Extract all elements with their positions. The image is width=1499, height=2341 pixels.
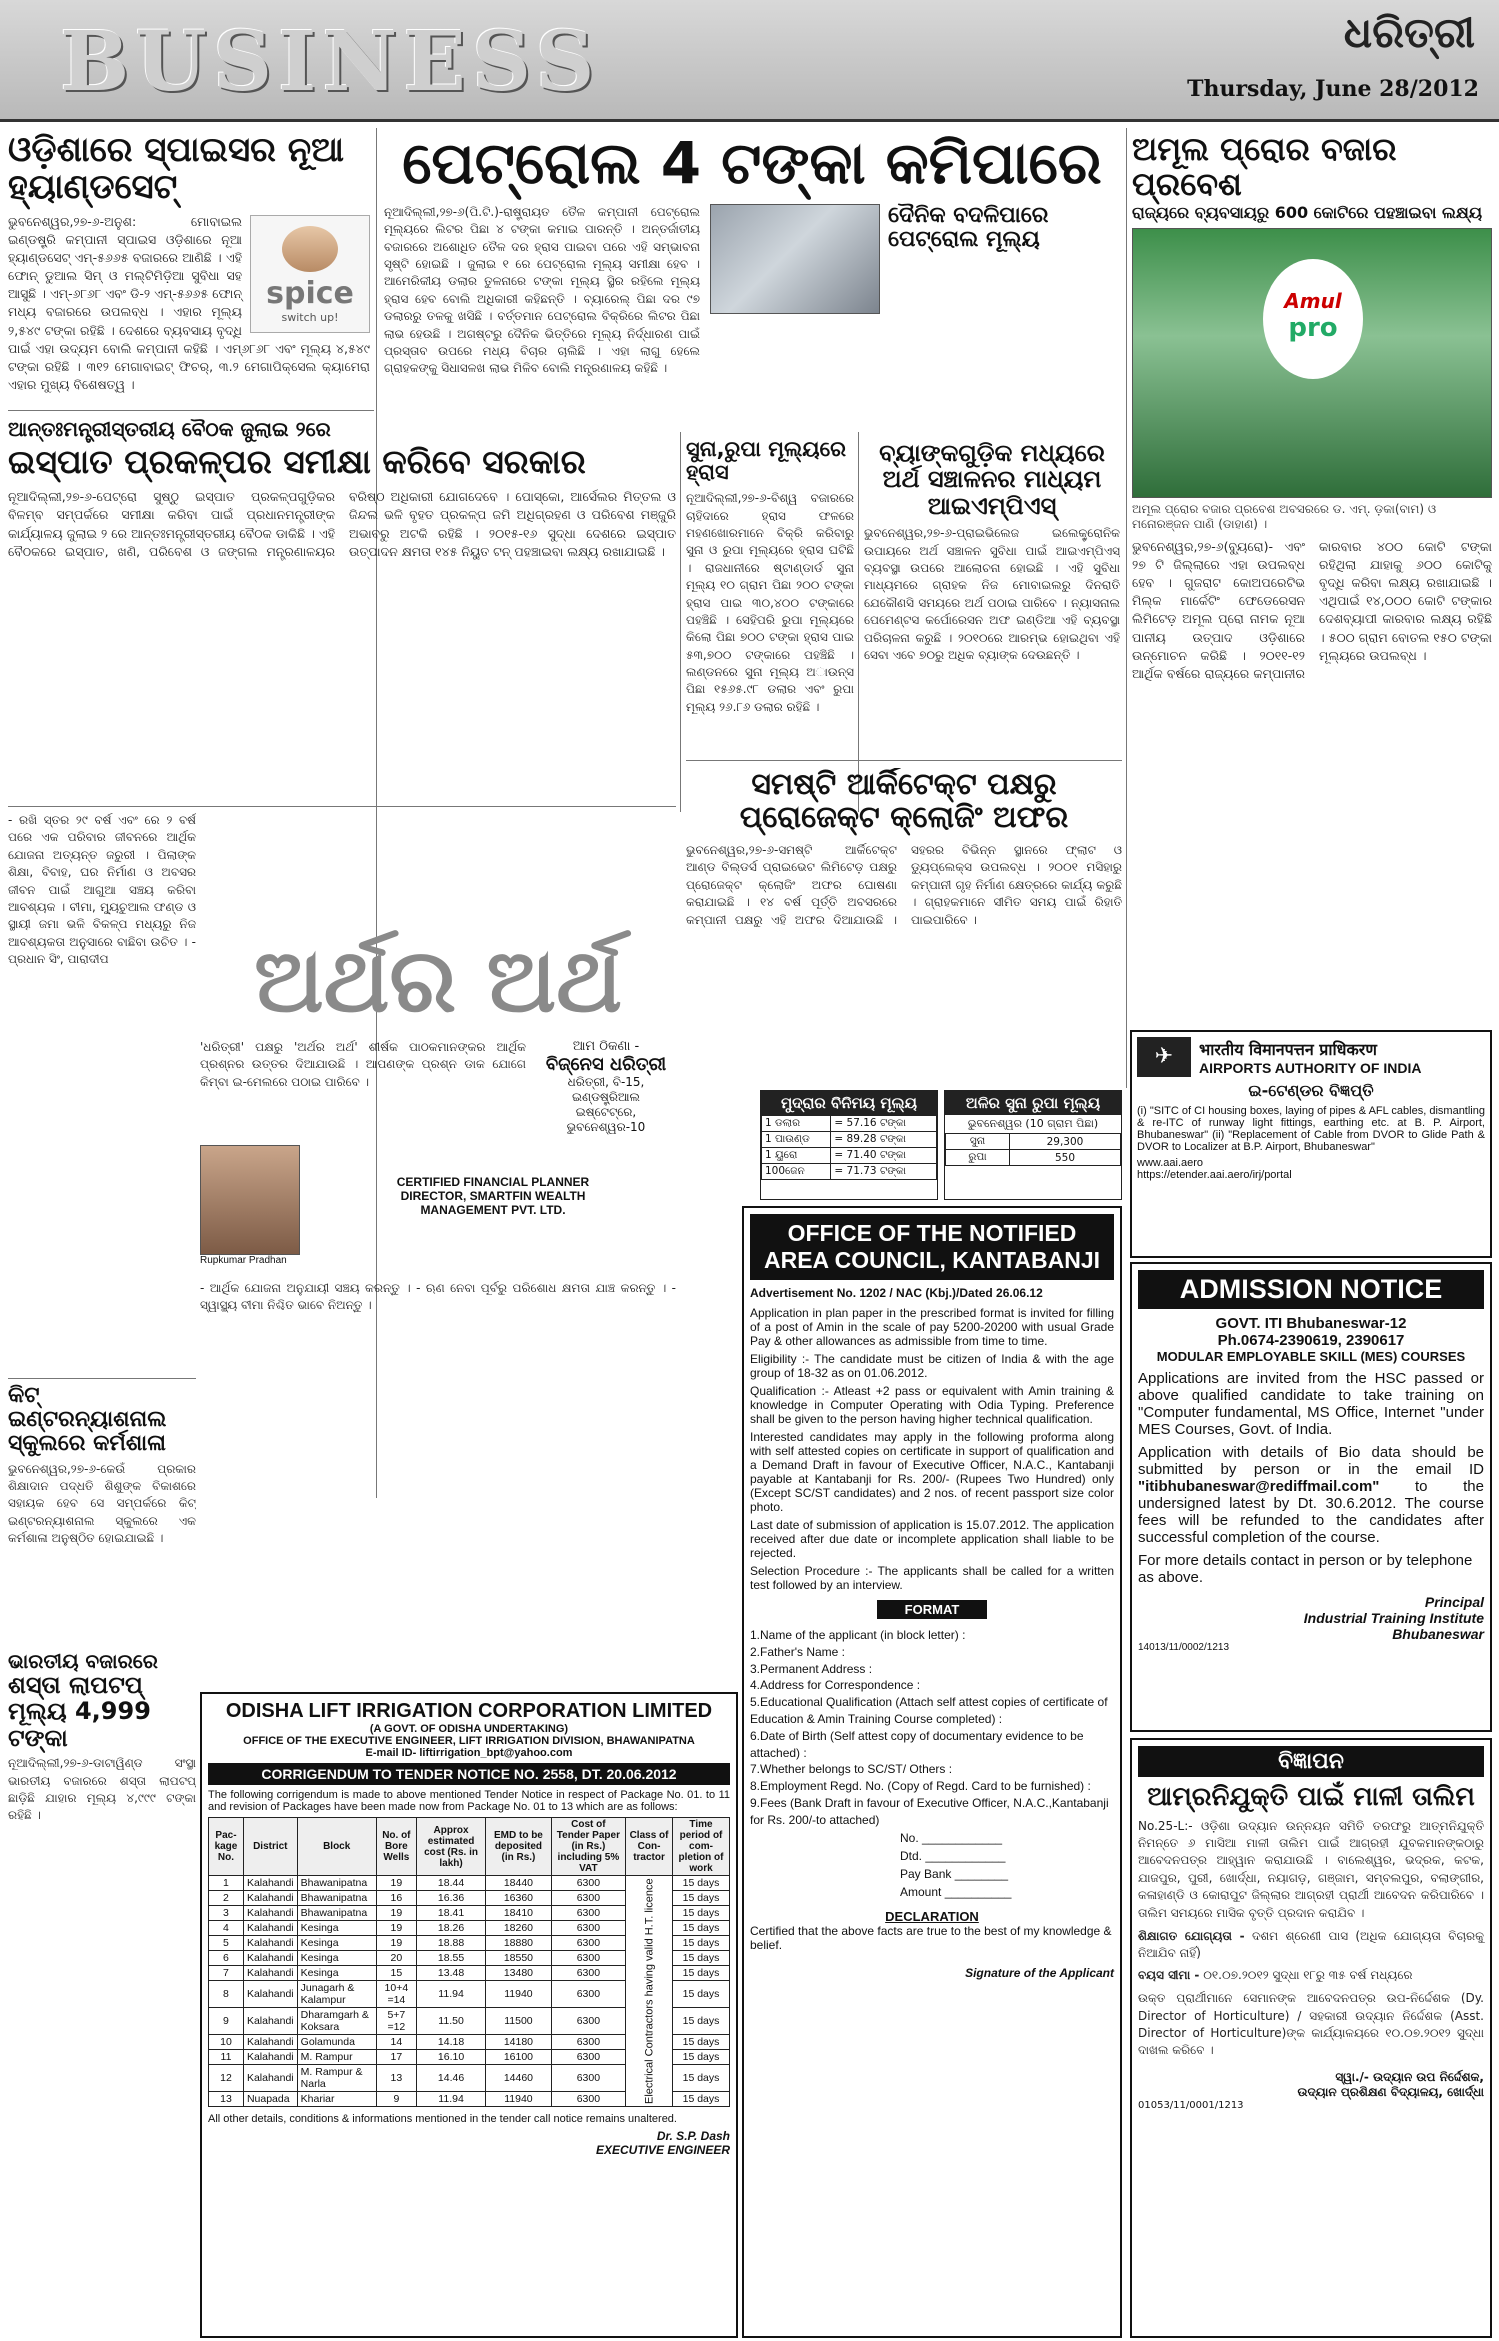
col-district: District [243,1818,297,1876]
tender-cell: Kalahandi [243,2050,297,2065]
irrigation-tender-ad [200,1692,738,2338]
tender-cell: 6300 [551,1876,625,1891]
exchange-title: ମୁଦ୍ରାର ବିନିମୟ ମୂଲ୍ୟ [761,1091,937,1115]
irrigation-designation: EXECUTIVE ENGINEER [595,2143,730,2157]
architect-body: ଭୁବନେଶ୍ୱର,୨୭-୬-ସମଷ୍ଟି ଆର୍କିଟେକ୍ଟ ଆଣ୍ଡ ବିଲ୍ଡର୍ସ ପ୍ରାଇଭେଟ ଲିମିଟେଡ଼ ପକ୍ଷରୁ ପ୍ରୋଜେକ୍ଟ କ୍ଲୋଜିଂ ଅଫର ଘୋଷଣା କରାଯାଇଛି । ୧୪ ବର୍ଷ ପୂର୍ତ୍ତି ଅବସରରେ କମ୍ପାନୀ ପକ୍ଷରୁ ଏହି ଅଫର ଦିଆଯାଉଛି । ସହରର ବିଭିନ୍ନ ସ୍ଥାନରେ ଫ୍ଲାଟ ଓ ଡ୍ୟୁପ୍ଲେକ୍ସ ଉପଲବ୍ଧ । ୨୦୦୧ ମସିହାରୁ କମ୍ପାନୀ ଗୃହ ନିର୍ମାଣ କ୍ଷେତ୍ରରେ କାର୍ଯ୍ୟ କରୁଛି । ଗ୍ରାହକମାନେ ସୀମିତ ସମୟ ପାଇଁ ରିହାତି ପାଇପାରିବେ । [686,843,1122,927]
laptop-headline-1: ଭାରତୀୟ ବଜାରରେ [8,1650,158,1673]
tender-cell: 10+4 =14 [376,1981,416,2008]
tender-cell: Bhawanipatna [297,1876,376,1891]
exchange-value: = 89.28 ଟଙ୍କା [831,1132,937,1148]
irrigation-email: E-mail ID- liftirrigation_bpt@yahoo.com [365,1747,573,1759]
dd-bank: Pay Bank ________ [900,1866,1009,1881]
amul-body: ଭୁବନେଶ୍ୱର,୨୭-୬(ବ୍ୟୁରୋ)- ଏବଂ ୨୭ ଟି ଜିଲ୍ଲାରେ ଏହା ଉପଲବ୍ଧ ହେବ । ଗୁଜରାଟ କୋଅପରେଟିଭ ମିଲ୍କ ମାର୍କେଟିଂ ଫେଡେରେସନ ଲିମିଟେଡ଼ ଅମୂଲ ପ୍ରୋ ନାମକ ନୂଆ ପାନୀୟ ଉତ୍ପାଦ ଓଡ଼ିଶାରେ ଉନ୍ମୋଚନ କରିଛି । ୨୦୧୧-୧୨ ଆର୍ଥିକ ବର୍ଷରେ ରାଜ୍ୟରେ କମ୍ପାନୀର କାରବାର ୪୦୦ କୋଟି ଟଙ୍କା ରହିଥିଲା ଯାହାକୁ ୬୦୦ କୋଟିକୁ ବୃଦ୍ଧି କରିବା ଲକ୍ଷ୍ୟ ରଖାଯାଇଛି । ଏଥିପାଇଁ ୧୪,୦୦୦ କୋଟି ଟଙ୍କାର ଦେଶବ୍ୟାପୀ କାରବାର ଲକ୍ଷ୍ୟ ରହିଛି । ୫୦୦ ଗ୍ରାମ ବୋତଲ ୧୫୦ ଟଙ୍କା ମୂଲ୍ୟରେ ଉପଲବ୍ଧ । [1132,538,1492,681]
exchange-rate-box [760,1090,938,1200]
model-photo [282,226,338,272]
expert-title-2: DIRECTOR, SMARTFIN WEALTH [400,1188,586,1203]
amul-caption: ଅମୂଲ ପ୍ରୋର ବଜାର ପ୍ରବେଶ ଅବସରରେ ଡ. ଏମ୍. ଡ଼କା(ବାମ) ଓ ମନୋରଞ୍ଜନ ପାଣି (ଡାହାଣ) । [1132,501,1437,531]
bullion-title: ଅଳିର ସୁନା ରୁପା ମୂଲ୍ୟ [945,1091,1121,1115]
aai-logo-icon: ✈ [1137,1037,1191,1077]
tender-cell: Kesinga [297,1921,376,1936]
tender-row [209,1876,730,1891]
gold-headline: ସୁନା,ରୁପା ମୂଲ୍ୟରେ ହ୍ରାସ [686,438,847,485]
tender-cell: 15 days [673,2008,730,2035]
tender-cell: 18410 [486,1906,552,1921]
tender-cell: 5 [209,1936,244,1951]
bullion-label: ରୁପା [946,1150,1010,1166]
tender-cell: Kalahandi [243,1936,297,1951]
tender-cell: Kesinga [297,1951,376,1966]
aai-subhead: ଇ-ଟେଣ୍ଡର ବିଜ୍ଞପ୍ତି [1248,1081,1374,1100]
vigyapan-sign-1: ସ୍ୱା./- ଉଦ୍ୟାନ ଉପ ନିର୍ଦ୍ଦେଶକ, [1335,2069,1484,2084]
exchange-label: 1 ପାଉଣ୍ଡ [762,1132,831,1148]
admission-sign-3: Bhubaneswar [1392,1626,1484,1642]
kit-article [8,1384,196,1644]
admission-phone: Ph.0674-2390619, 2390617 [1217,1332,1405,1349]
admission-p2b: to the undersigned latest by Dt. 30.6.2012. The course fees will be refunded to the candidates after successful completion of the course. [1138,1478,1484,1546]
vigyapan-label: ବିଜ୍ଞାପନ [1138,1746,1484,1777]
steel-headline-2: ଇସ୍ପାତ ପ୍ରକଳ୍ପର ସମୀକ୍ଷା କରିବେ ସରକାର [8,442,586,481]
tender-cell: 14.46 [416,2065,485,2092]
tender-cell: 6300 [551,2035,625,2050]
tender-cell: Kalahandi [243,1891,297,1906]
tender-cell: 18.26 [416,1921,485,1936]
tender-cell: 2 [209,1891,244,1906]
tender-cell: 15 days [673,2050,730,2065]
notified-p2: Eligibility :- The candidate must be citizen of India & with the age group of 18-32 as on 01.06.2012. [750,1352,1114,1380]
tender-cell: 18550 [486,1951,552,1966]
bullion-value: 29,300 [1009,1134,1120,1150]
admission-sign-2: Industrial Training Institute [1303,1610,1484,1626]
tender-cell: 18.44 [416,1876,485,1891]
exchange-row [762,1132,937,1148]
gold-body: ନୂଆଦିଲ୍ଲୀ,୨୭-୬-ବିଶ୍ୱ ବଜାରରେ ଚାହିଦାରେ ହ୍ରାସ ଫଳରେ ମହଣଖୋରମାନେ ବିକ୍ରି କରିବାରୁ ସୁନା ଓ ରୁପା ମୂଲ୍ୟରେ ହ୍ରାସ ଘଟିଛି । ରାଜଧାନୀରେ ଷ୍ଟାଣ୍ଡାର୍ଡ ସୁନା ମୂଲ୍ୟ ୧୦ ଗ୍ରାମ ପିଛା ୨୦୦ ଟଙ୍କା ହ୍ରାସ ପାଇ ୩୦,୪୦୦ ଟଙ୍କାରେ ପହଞ୍ଚିଛି । ସେହିପରି ରୁପା ମୂଲ୍ୟରେ କିଲୋ ପିଛା ୭୦୦ ଟଙ୍କା ହ୍ରାସ ପାଇ ୫୩,୭୦୦ ଟଙ୍କାରେ ପହଞ୍ଚିଛି । ଲଣ୍ଡନରେ ସୁନା ମୂଲ୍ୟ ଅାଉନ୍ସ ପିଛା ୧୫୬୫.୯୮ ଡଲାର ଏବଂ ରୁପା ମୂଲ୍ୟ ୨୬.୮୬ ଡଲାର ରହିଛି । [686,491,854,714]
exchange-row [762,1116,937,1132]
gardener-training-ad [1130,1738,1492,2338]
tender-table [208,1817,730,2107]
exchange-label: 1 ୟୁରୋ [762,1148,831,1164]
irrigation-footer: All other details, conditions & informations mentioned in the tender call notice remains unaltered. [208,2113,677,2125]
tender-cell: 16.36 [416,1891,485,1906]
dd-no: No. ____________ [900,1830,1003,1845]
tender-cell: 11.50 [416,2008,485,2035]
admission-email[interactable]: "itibhubaneswar@rediffmail.com" [1138,1478,1380,1495]
artha-body-top: - ରଖି ସ୍ତର ୨୯ ବର୍ଷ ଏବଂ ରେ ୨ ବର୍ଷ ପରେ ଏକ ପରିବାର ଜୀବନରେ ଆର୍ଥିକ ଯୋଜନା ଅତ୍ୟନ୍ତ ଜରୁରୀ । ପିଲାଙ୍କ ଶିକ୍ଷା, ବିବାହ, ଘର ନିର୍ମାଣ ଓ ଅବସର ଜୀବନ ପାଇଁ ଆଗୁଆ ସଞ୍ଚୟ କରିବା ଆବଶ୍ୟକ । ବୀମା, ମ୍ୟୁଚୁଆଲ ଫଣ୍ଡ ଓ ସ୍ଥାୟୀ ଜମା ଭଳି ବିକଳ୍ପ ମଧ୍ୟରୁ ନିଜ ଆବଶ୍ୟକତା ଅନୁସାରେ ବାଛିବା ଉଚିତ । - ପ୍ରଧାନ ସିଂ, ପାରାଦୀପ [8,813,196,967]
format-label: FORMAT [877,1600,987,1619]
tender-cell: 18440 [486,1876,552,1891]
tender-cell: 9 [209,2008,244,2035]
tender-cell: Dharamgarh & Koksara [297,2008,376,2035]
tender-cell: 14180 [486,2035,552,2050]
petrol-headline: ପେଟ୍ରୋଲ 4 ଟଙ୍କା କମିପାରେ [402,132,1102,197]
tender-cell: 15 days [673,2035,730,2050]
expert-photo [200,1145,300,1255]
tender-cell: 15 days [673,1891,730,1906]
tender-cell: 6300 [551,2065,625,2092]
vigyapan-headline: ଆମ୍ରନିଯୁକ୍ତି ପାଇଁ ମାଳୀ ତାଲିମ [1147,1782,1475,1812]
paper-logo: ଧରିତ୍ରୀ [1343,8,1475,57]
spice-headline: ଓଡ଼ିଶାରେ ସ୍ପାଇସର ନୂଆ ହ୍ୟାଣ୍ଡସେଟ୍ [8,132,345,208]
tender-cell: 6300 [551,2092,625,2107]
aai-portal: https://etender.aai.aero/irj/portal [1137,1169,1292,1181]
admission-code: 14013/11/0002/1213 [1138,1642,1230,1653]
tender-cell: 11.94 [416,2092,485,2107]
exchange-value: = 71.40 ଟଙ୍କା [831,1148,937,1164]
vigyapan-body-2: ଉକ୍ତ ପ୍ରାର୍ଥୀମାନେ ସେମାନଙ୍କ ଆବେଦନପତ୍ର ଉପ-ନିର୍ଦ୍ଦେଶକ (Dy. Director of Horticulture) / ସହକାରୀ ଉଦ୍ୟାନ ନିର୍ଦ୍ଦେଶକ (Asst. Director of Horticulture)ଙ୍କ କାର୍ଯ୍ୟାଳୟରେ ୧୦.୦୭.୨୦୧୨ ସୁଦ୍ଧା ଦାଖଲ କରିବେ । [1138,1991,1484,2058]
tender-cell: 20 [376,1951,416,1966]
address-label: ଆମ ଠିକଣା - [572,1038,640,1054]
tender-cell: 14.18 [416,2035,485,2050]
notified-p6: Selection Procedure :- The applicants shall be called for a written test followed by an interview. [750,1564,1114,1592]
tender-cell: Kesinga [297,1966,376,1981]
col-package: Pac-kage No. [209,1818,244,1876]
irrigation-signatory: Dr. S.P. Dash [656,2129,730,2143]
bullion-value: 550 [1009,1150,1120,1166]
qual-text: ଦଶମ ଶ୍ରେଣୀ ପାସ (ଅଧିକ ଯୋଗ୍ୟତା ବିଚାରକୁ ନିଆଯିବ ନାହିଁ) [1138,1928,1484,1961]
irrigation-sub-1: (A GOVT. OF ODISHA UNDERTAKING) [369,1723,569,1735]
format-item: 2.Father's Name : [750,1644,845,1659]
tender-cell: 6300 [551,2050,625,2065]
admission-institute: GOVT. ITI Bhubaneswar-12 [1215,1315,1407,1332]
kit-body: ଭୁବନେଶ୍ୱର,୨୭-୬-କେଉଁ ପ୍ରକାର ଶିକ୍ଷାଦାନ ପଦ୍ଧତି ଶିଶୁଙ୍କ ବିକାଶରେ ସହାୟକ ହେବ ସେ ସମ୍ପର୍କରେ କିଟ୍ ଇଣ୍ଟରନ୍ୟାଶନାଲ ସ୍କୁଲରେ ଏକ କର୍ମଶାଳା ଅନୁଷ୍ଠିତ ହୋଇଯାଇଛି । [8,1461,196,1546]
bank-article [864,440,1120,740]
bank-headline: ବ୍ୟାଙ୍କଗୁଡ଼ିକ ମଧ୍ୟରେ ଅର୍ଥ ସଞ୍ଚାଳନର ମାଧ୍ୟମ ଆଇଏମ୍‌ପିଏସ୍ [879,440,1105,520]
tender-cell: M. Rampur & Narla [297,2065,376,2092]
tender-cell: Khariar [297,2092,376,2107]
format-item: 7.Whether belongs to SC/ST/ Others : [750,1762,953,1777]
tender-cell: Bhawanipatna [297,1891,376,1906]
col-class: Class of Con-tractor [626,1818,673,1876]
tender-cell: 3 [209,1906,244,1921]
tender-cell: 18260 [486,1921,552,1936]
age-text: ୦୧.୦୭.୨୦୧୨ ସୁଦ୍ଧା ୧୮ରୁ ୩୫ ବର୍ଷ ମଧ୍ୟରେ [1203,1967,1413,1982]
tender-cell: 1 [209,1876,244,1891]
tender-cell: 16 [376,1891,416,1906]
tender-cell: 6300 [551,1921,625,1936]
admission-sign-1: Principal [1424,1594,1484,1610]
col-emd: EMD to be deposited (in Rs.) [486,1818,552,1876]
tender-cell: 13 [376,2065,416,2092]
vigyapan-sign-2: ଉଦ୍ୟାନ ପ୍ରଶିକ୍ଷଣ ବିଦ୍ୟାଳୟ, ଖୋର୍ଦ୍ଧା [1297,2084,1484,2099]
tender-cell: 15 days [673,1981,730,2008]
petrol-body-1: ନୂଆଦିଲ୍ଲୀ,୨୭-୬(ପି.ଟି.)-ରାଷ୍ଟ୍ରାୟତ ତୈଳ କମ୍ପାନୀ ପେଟ୍ରୋଲ ମୂଲ୍ୟରେ ଲିଟର ପିଛା ୪ ଟଙ୍କା କମାଇ ପାରନ୍ତି । ଅନ୍ତର୍ଜାତୀୟ ବଜାରରେ ଅଶୋଧିତ ତୈଳ ଦର ହ୍ରାସ ପାଇବା ପରେ ଏହି ସମ୍ଭାବନା ସୃଷ୍ଟି ହୋଇଛି । ଜୁଲାଇ ୧ ରେ ପେଟ୍ରୋଲ ମୂଲ୍ୟ ସମୀକ୍ଷା ହେବ । ଆମେରିକୀୟ ଡଲାର ତୁଳନାରେ ଟଙ୍କା ମୂଲ୍ୟ ସ୍ଥିର ରହିଲେ ମୂଲ୍ୟ ହ୍ରାସ ହେବ ବୋଲି ଅଧିକାରୀ କହିଛନ୍ତି । ବ୍ୟାରେଲ୍ ପିଛା ଦର ୯୭ ଡଲାରରୁ ତଳକୁ ଖସିଛି । ବର୍ତ୍ତମାନ ପେଟ୍ରୋଲ ବିକ୍ରିରେ ଲିଟର ପିଛା ଲାଭ ହେଉଛି । ଅଗଷ୍ଟରୁ ଦୈନିକ ଭିତ୍ତିରେ ମୂଲ୍ୟ ନିର୍ଦ୍ଧାରଣ ପାଇଁ ପ୍ରସ୍ତାବ ଉପରେ ମଧ୍ୟ ବିଚାର ଚାଲିଛି । ଏହା ଲାଗୁ ହେଲେ ଗ୍ରାହକଙ୍କୁ ସିଧାସଳଖ ଲାଭ ମିଳିବ ବୋଲି ମନ୍ତ୍ରଣାଳୟ କହିଛି । [384,204,700,376]
corrigendum-banner: CORRIGENDUM TO TENDER NOTICE NO. 2558, DT. 20.06.2012 [208,1763,730,1785]
dd-date: Dtd. ____________ [900,1848,1006,1863]
admission-p2a: Application with details of Bio data should be submitted by person or in the email ID [1138,1444,1484,1478]
expert-credentials [310,1145,676,1266]
tender-cell: Golamunda [297,2035,376,2050]
tender-cell: 6300 [551,1951,625,1966]
tender-cell: 11.94 [416,1981,485,2008]
format-item: 1.Name of the applicant (in block letter) : [750,1628,966,1642]
declaration-label: DECLARATION [885,1908,979,1924]
tender-cell: 17 [376,2050,416,2065]
tender-cell: Kalahandi [243,1921,297,1936]
tender-cell: 11500 [486,2008,552,2035]
age-label: ବୟସ ସୀମା - [1138,1967,1200,1982]
admission-p3: For more details contact in person or by telephone as above. [1138,1552,1473,1586]
bullion-row [946,1134,1121,1150]
expert-title-1: CERTIFIED FINANCIAL PLANNER [396,1174,590,1189]
tender-cell: 5+7 =12 [376,2008,416,2035]
tender-cell: 15 days [673,1921,730,1936]
irrigation-sub-2: OFFICE OF THE EXECUTIVE ENGINEER, LIFT IRRIGATION DIVISION, BHAWANIPATNA [243,1735,695,1747]
vigyapan-body: No.25-L:- ଓଡ଼ିଶା ଉଦ୍ୟାନ ଉନ୍ନୟନ ସମିତି ତରଫରୁ ଆତ୍ମନିଯୁକ୍ତି ନିମନ୍ତେ ୬ ମାସିଆ ମାଳୀ ତାଲିମ ପାଇଁ ଆଗ୍ରହୀ ଯୁବକମାନଙ୍କଠାରୁ ଆବେଦନପତ୍ର ଆହ୍ୱାନ କରାଯାଉଛି । ବାଲେଶ୍ୱର, ଭଦ୍ରକ, କଟକ, ଯାଜପୁର, ପୁରୀ, ଖୋର୍ଦ୍ଧା, ନୟାଗଡ଼, ଗଞ୍ଜାମ, ସମ୍ବଲପୁର, ବଲାଙ୍ଗୀର, କଳାହାଣ୍ଡି ଓ କୋରାପୁଟ ଜିଲ୍ଲାର ଆଗ୍ରହୀ ପ୍ରାର୍ଥୀ ଆବେଦନ କରିପାରିବେ । ତାଲିମ ସମୟରେ ମାସିକ ବୃତ୍ତି ପ୍ରଦାନ କରାଯିବ । [1138,1818,1484,1920]
format-list [750,1627,1114,1829]
tender-cell: 19 [376,1876,416,1891]
tender-cell: M. Rampur [297,2050,376,2065]
tender-cell: 19 [376,1936,416,1951]
admission-title: ADMISSION NOTICE [1138,1270,1484,1309]
tender-cell: 11 [209,2050,244,2065]
tender-cell: 16360 [486,1891,552,1906]
architect-headline: ସମଷ୍ଟି ଆର୍କିଟେକ୍ଟ ପକ୍ଷରୁ ପ୍ରୋଜେକ୍ଟ କ୍ଲୋଜିଂ ଅଫର [739,768,1069,835]
class-note: Electrical Contractors having valid H.T. licence [626,1876,673,2107]
tender-cell: Kalahandi [243,2008,297,2035]
tender-cell: 15 days [673,1876,730,1891]
tender-cell: 14460 [486,2065,552,2092]
artha-body-bottom: - ଆର୍ଥିକ ଯୋଜନା ଅନୁଯାୟୀ ସଞ୍ଚୟ କରନ୍ତୁ । - ଋଣ ନେବା ପୂର୍ବରୁ ପରିଶୋଧ କ୍ଷମତା ଯାଞ୍ଚ କରନ୍ତୁ । - ସ୍ୱାସ୍ଥ୍ୟ ବୀମା ନିଶ୍ଚିତ ଭାବେ ନିଅନ୍ତୁ । [200,1280,676,1313]
exchange-row [762,1148,937,1164]
format-item: 5.Educational Qualification (Attach self attest copies of certificate of Education & Amin Training Course completed) : [750,1695,1108,1726]
bullion-label: ସୁନା [946,1134,1010,1150]
tender-cell: Kalahandi [243,1981,297,2008]
laptop-body: ନୂଆଦିଲ୍ଲୀ,୨୭-୬-ଡାଟାୱିଣ୍ଡ ସଂସ୍ଥା ଭାରତୀୟ ବଜାରରେ ଶସ୍ତା ଲାପଟପ୍ ଛାଡ଼ିଛି ଯାହାର ମୂଲ୍ୟ ୪,୯୯୯ ଟଙ୍କା ରହିଛି । [8,1756,196,1823]
dd-fields [900,1829,1114,1901]
exchange-row [762,1164,937,1180]
tender-cell: Kalahandi [243,1951,297,1966]
tender-cell: 18.88 [416,1936,485,1951]
tender-cell: 15 days [673,2065,730,2092]
tender-cell: 15 [376,1966,416,1981]
bullion-row [946,1150,1121,1166]
laptop-article [8,1650,196,2330]
admission-p1: Applications are invited from the HSC passed or above qualified candidate to take training on "Computer fundamental, MS Office, Internet "under MES Courses, Govt. of India. [1138,1370,1484,1438]
amul-pack [1263,259,1363,379]
spice-logo-box [250,215,370,333]
tender-cell: 16100 [486,2050,552,2065]
tender-cell: Kesinga [297,1936,376,1951]
irrigation-intro: The following corrigendum is made to above mentioned Tender Notice in respect of Package No. 01. to 11 and revision of Packages have been made now from Package No. 01 to 13 which are as follows: [208,1789,730,1813]
aai-site: www.aai.aero [1137,1157,1204,1169]
spice-article [8,132,370,404]
tender-header-row [209,1818,730,1876]
artha-headline: ଅର୍ଥର ଅର୍ଥ [254,928,622,1032]
col-block: Block [297,1818,376,1876]
tender-cell: 13480 [486,1966,552,1981]
tender-cell: Kalahandi [243,1966,297,1981]
tender-cell: Kalahandi [243,2035,297,2050]
tender-cell: 15 days [673,1966,730,1981]
masthead [0,0,1499,122]
vigyapan-code: 01053/11/0001/1213 [1138,2099,1244,2111]
tender-cell: 15 days [673,1906,730,1921]
tender-cell: 12 [209,2065,244,2092]
petrol-subhead: ଦୈନିକ ବଦଳିପାରେ ପେଟ୍ରୋଲ ମୂଲ୍ୟ [888,202,1049,252]
format-item: 3.Permanent Address : [750,1661,873,1676]
tender-cell: 9 [376,2092,416,2107]
issue-date: Thursday, June 28/2012 [1187,76,1479,102]
steel-article-body [8,440,676,800]
artha-address [536,1039,676,1135]
artha-column [200,812,676,1372]
aai-tender-ad [1130,1030,1492,1258]
tender-cell: 6300 [551,1891,625,1906]
dd-amount: Amount __________ [900,1884,1012,1899]
notified-p1: Application in plan paper in the prescribed format is invited for filling of a post of Amin in the scale of pay 5200-20200 with usual Grade Pay & other allowances as admissible from time to time. [750,1306,1114,1348]
notified-area-ad [742,1206,1122,2338]
tender-cell: Nuapada [243,2092,297,2107]
aai-hindi: भारतीय विमानपत्तन प्राधिकरण [1199,1040,1377,1059]
laptop-headline-3: ମୂଲ୍ୟ 4,999 ଟଙ୍କା [8,1697,151,1752]
tender-cell: 13 [209,2092,244,2107]
tender-cell: 15 days [673,2092,730,2107]
bank-body: ଭୁବନେଶ୍ୱର,୨୭-୬-ପ୍ରାଇଭିଲେଜ ଇଲେକ୍ଟ୍ରୋନିକ ଉପାୟରେ ଅର୍ଥ ସଞ୍ଚାଳନ ସୁବିଧା ପାଇଁ ଆଇଏମ୍‌ପିଏସ୍ ବ୍ୟବସ୍ଥା ଉପରେ ଆଲୋଚନା ହୋଇଛି । ଏହି ସୁବିଧା ମାଧ୍ୟମରେ ଗ୍ରାହକ ନିଜ ମୋବାଇଲରୁ ଦିନରାତି ଯେକୌଣସି ସମୟରେ ଅର୍ଥ ପଠାଇ ପାରିବେ । ନ୍ୟାସନାଲ ପେମେଣ୍ଟସ କର୍ପୋରେସନ ଅଫ ଇଣ୍ଡିଆ ଏହି ବ୍ୟବସ୍ଥା ପରିଚାଳନା କରୁଛି । ୨୦୧୦ରେ ଆରମ୍ଭ ହୋଇଥିବା ଏହି ସେବା ଏବେ ୭୦ରୁ ଅଧିକ ବ୍ୟାଙ୍କ ଦେଉଛନ୍ତି । [864,526,1120,662]
artha-intro: 'ଧରିତ୍ରୀ' ପକ୍ଷରୁ 'ଅର୍ଥର ଅର୍ଥ' ଶୀର୍ଷକ ପାଠକମାନଙ୍କର ଆର୍ଥିକ ପ୍ରଶ୍ନର ଉତ୍ତର ଦିଆଯାଉଛି । ଆପଣଙ୍କ ପ୍ରଶ୍ନ ଡାକ ଯୋଗେ କିମ୍ବା ଇ-ମେଲରେ ପଠାଇ ପାରିବେ । [200,1039,526,1089]
tender-cell: Kalahandi [243,2065,297,2092]
declaration-text: Certified that the above facts are true to the best of my knowledge & belief. [750,1923,1112,1952]
tender-cell: Kalahandi [243,1906,297,1921]
tender-cell: 19 [376,1921,416,1936]
spice-body: ଭୁବନେଶ୍ୱର,୨୭-୬-ଅନୁଶ: ମୋବାଇଲ ଇଣ୍ଡଷ୍ଟ୍ରି କମ୍ପାନୀ ସ୍ପାଇସ ଓଡ଼ିଶାରେ ନୂଆ ହ୍ୟାଣ୍ଡସେଟ୍ ଏମ୍-୫୬୬୫ ବଜାରରେ ଆଣିଛି । ଏହି ଫୋନ୍ ଡୁଆଲ ସିମ୍ ଓ ମଲ୍ଟିମିଡ଼ିଆ ସୁବିଧା ସହ ଆସୁଛି । ଏମ୍-୬୮୬୮ ଏବଂ ଡି-୨ ଏମ୍-୫୬୬୫ ଫୋନ୍ ମଧ୍ୟ ବଜାରରେ ଉପଲବ୍ଧ । ଏହାର ମୂଲ୍ୟ ୨,୫୪୯ ଟଙ୍କା ରହିଛି । ଦେଶରେ ବ୍ୟବସାୟ ବୃଦ୍ଧି ପାଇଁ ଏହା ଉଦ୍ୟମ ବୋଲି କମ୍ପାନୀ କହିଛି । ଏମ୍୬୮୬୮ ଏବଂ ମୂଲ୍ୟ ୪,୫୪୯ ଟଙ୍କା ରହିଛି । ୩୧୨ ମେଗାବାଇଟ୍ ଫିଚର୍, ୩.୨ ମେଗାପିକ୍ସେଲ କ୍ୟାମେରା ଏହାର ମୁଖ୍ୟ ବିଶେଷତ୍ୱ । [8,213,370,392]
tender-cell: 6300 [551,1966,625,1981]
tender-cell: 6300 [551,1936,625,1951]
admission-course: MODULAR EMPLOYABLE SKILL (MES) COURSES [1156,1349,1466,1364]
tender-cell: 11940 [486,2092,552,2107]
amul-brand: Amul [1284,288,1342,313]
tender-cell: Junagarh & Kalampur [297,1981,376,2008]
amul-launch-photo [1132,228,1492,498]
tender-cell: 15 days [673,1936,730,1951]
kit-headline: କିଟ୍ ଇଣ୍ଟରନ୍ୟାଶନାଲ ସ୍କୁଲରେ କର୍ମଶାଳା [8,1384,167,1457]
steel-body: ନୂଆଦିଲ୍ଲୀ,୨୭-୬-ପେଟ୍ରୋ ସୁଷ୍ଠୁ ଇସ୍ପାତ ପ୍ରକଳ୍ପଗୁଡ଼ିକର ବିଳମ୍ବ ସମ୍ପର୍କରେ ସମୀକ୍ଷା କରିବା ପାଇଁ ପ୍ରଧାନମନ୍ତ୍ରୀଙ୍କ କାର୍ଯ୍ୟାଳୟ ଜୁଲାଇ ୨ ରେ ଆନ୍ତଃମନ୍ତ୍ରୀସ୍ତରୀୟ ବୈଠକ ଡାକିଛି । ଏହି ବୈଠକରେ ଇସ୍ପାତ, ଖଣି, ପରିବେଶ ଓ ଜଙ୍ଗଲ ମନ୍ତ୍ରଣାଳୟର ବରିଷ୍ଠ ଅଧିକାରୀ ଯୋଗଦେବେ । ପୋସ୍କୋ, ଆର୍ସେଲର ମିତ୍ତଲ ଓ ଜିନ୍ଦଲ ଭଳି ବୃହତ ପ୍ରକଳ୍ପ ଜମି ଅଧିଗ୍ରହଣ ଓ ପରିବେଶ ମଞ୍ଜୁରି ଅଭାବରୁ ଅଟକି ରହିଛି । ୨୦୧୫-୧୬ ସୁଦ୍ଧା ଦେଶରେ ଇସ୍ପାତ ଉତ୍ପାଦନ କ୍ଷମତା ୧୪୫ ନିୟୁତ ଟନ୍ ପହଞ୍ଚାଇବା ଲକ୍ଷ୍ୟ ରଖାଯାଇଛି । [8,489,676,559]
petrol-pump-photo [710,204,880,314]
tender-cell: Kalahandi [243,1876,297,1891]
amul-headline: ଅମୂଲ ପ୍ରୋର ବଜାର ପ୍ରବେଶ [1132,132,1397,204]
tender-cell: 6300 [551,1906,625,1921]
notified-title-1: OFFICE OF THE NOTIFIED [787,1220,1077,1246]
spice-logo: spice [266,275,354,311]
notified-title-2: AREA COUNCIL, KANTABANJI [763,1247,1101,1273]
format-item: 6.Date of Birth (Self attest copy of documentary evidence to be attached) : [750,1728,1084,1760]
section-title: BUSINESS [60,14,601,110]
notified-p4: Interested candidates may apply in the following proforma along with self attested copies on certificate in support of qualification and a Demand Draft in favour of Executive Officer, N.A.C., Kantabanji payable at Kantabanji for Rs. 200/- (Rupees Two Hundred) only (Except SC/ST candidates) and 2 nos. of recent passport size color photo. [750,1430,1114,1514]
tender-cell: 11940 [486,1981,552,2008]
tender-cell: 4 [209,1921,244,1936]
tender-cell: Bhawanipatna [297,1906,376,1921]
bullion-box [944,1090,1122,1200]
exchange-label: 100ଜେନ [762,1164,831,1180]
petrol-article [384,132,1120,432]
format-item: 4.Address for Correspondence : [750,1678,921,1693]
address-line-1: ଧରିତ୍ରୀ, ବି-15, ଇଣ୍ଡଷ୍ଟ୍ରିଆଲ [567,1074,645,1104]
steel-headline-1: ଆନ୍ତଃମନ୍ତ୍ରୀସ୍ତରୀୟ ବୈଠକ ଜୁଲାଇ ୨ରେ [8,418,331,441]
artha-left-column [8,812,196,1372]
tender-cell: 6 [209,1951,244,1966]
exchange-value: = 71.73 ଟଙ୍କା [831,1164,937,1180]
col-time: Time period of com-pletion of work [673,1818,730,1876]
tender-cell: 15 days [673,1951,730,1966]
architect-article [686,768,1122,1098]
exchange-value: = 57.16 ଟଙ୍କା [831,1116,937,1132]
tender-cell: 16.10 [416,2050,485,2065]
tender-cell: 6300 [551,2008,625,2035]
tender-cell: 18880 [486,1936,552,1951]
notified-p3: Qualification :- Atleast +2 pass or equivalent with Amin training & knowledge in Computer Operating with Odia Typing. Preference shall be given to the person having higher technical qualification. [750,1384,1114,1426]
aai-body: (i) "SITC of CI housing boxes, laying of pipes & AFL cables, dismantling & re-ITC of runway light fittings, earthing etc. at B. P. Airport, Bhubaneswar" (ii) "Replacement of Cable from DVOR to Glide Path & DVOR to Localizer at B.P. Airport, Bhubaneswar" [1137,1105,1485,1153]
address-line-2: ଇଷ୍ଟେଟ୍ରେ, ଭୁବନେଶ୍ୱର-10 [566,1104,646,1134]
irrigation-title: ODISHA LIFT IRRIGATION CORPORATION LIMITED [225,1700,713,1722]
laptop-headline-2: ଶସ୍ତା ଲାପଟପ୍ [8,1671,143,1699]
amul-subhead: ରାଜ୍ୟରେ ବ୍ୟବସାୟରୁ 600 କୋଟିରେ ପହଞ୍ଚାଇବା ଲକ୍ଷ୍ୟ [1132,203,1483,223]
tender-cell: 13.48 [416,1966,485,1981]
notified-advt: Advertisement No. 1202 / NAC (Kbj.)/Dated 26.06.12 [750,1286,1043,1300]
exchange-label: 1 ଡଲାର [762,1116,831,1132]
tender-cell: 14 [376,2035,416,2050]
applicant-signature: Signature of the Applicant [965,1965,1114,1980]
tender-cell: 6300 [551,1981,625,2008]
tender-cell: 8 [209,1981,244,2008]
amul-product: pro [1288,312,1338,343]
amul-article [1132,132,1492,772]
qual-label: ଶିକ୍ଷାଗତ ଯୋଗ୍ୟତା - [1138,1928,1245,1943]
tender-cell: 18.41 [416,1906,485,1921]
format-item: 9.Fees (Bank Draft in favour of Executive Officer, N.A.C.,Kantabanji for Rs. 200/-to attached) [750,1795,1109,1827]
notified-p5: Last date of submission of application is 15.07.2012. The application received after due date or incomplete application shall liable to be rejected. [750,1518,1114,1560]
expert-photo-box [200,1145,300,1266]
spice-tagline: switch up! [281,310,339,324]
aai-english: AIRPORTS AUTHORITY OF INDIA [1199,1060,1422,1076]
col-tender-paper: Cost of Tender Paper (in Rs.) including 5% VAT [551,1818,625,1876]
col-bore-wells: No. of Bore Wells [376,1818,416,1876]
bullion-subtitle: ଭୁବନେଶ୍ୱର (10 ଗ୍ରାମ ପିଛା) [967,1117,1099,1130]
address-name: ବିଜ୍ନେସ ଧରିତ୍ରୀ [545,1053,667,1075]
tender-cell: 19 [376,1906,416,1921]
admission-notice-ad [1130,1262,1492,1732]
col-cost: Approx estimated cost (Rs. in lakh) [416,1818,485,1876]
format-item: 8.Employment Regd. No. (Copy of Regd. Card to be furnished) : [750,1779,1091,1794]
tender-cell: 10 [209,2035,244,2050]
tender-cell: 18.55 [416,1951,485,1966]
expert-title-3: MANAGEMENT PVT. LTD. [420,1202,566,1217]
tender-cell: 7 [209,1966,244,1981]
expert-name: Rupkumar Pradhan [200,1254,287,1266]
